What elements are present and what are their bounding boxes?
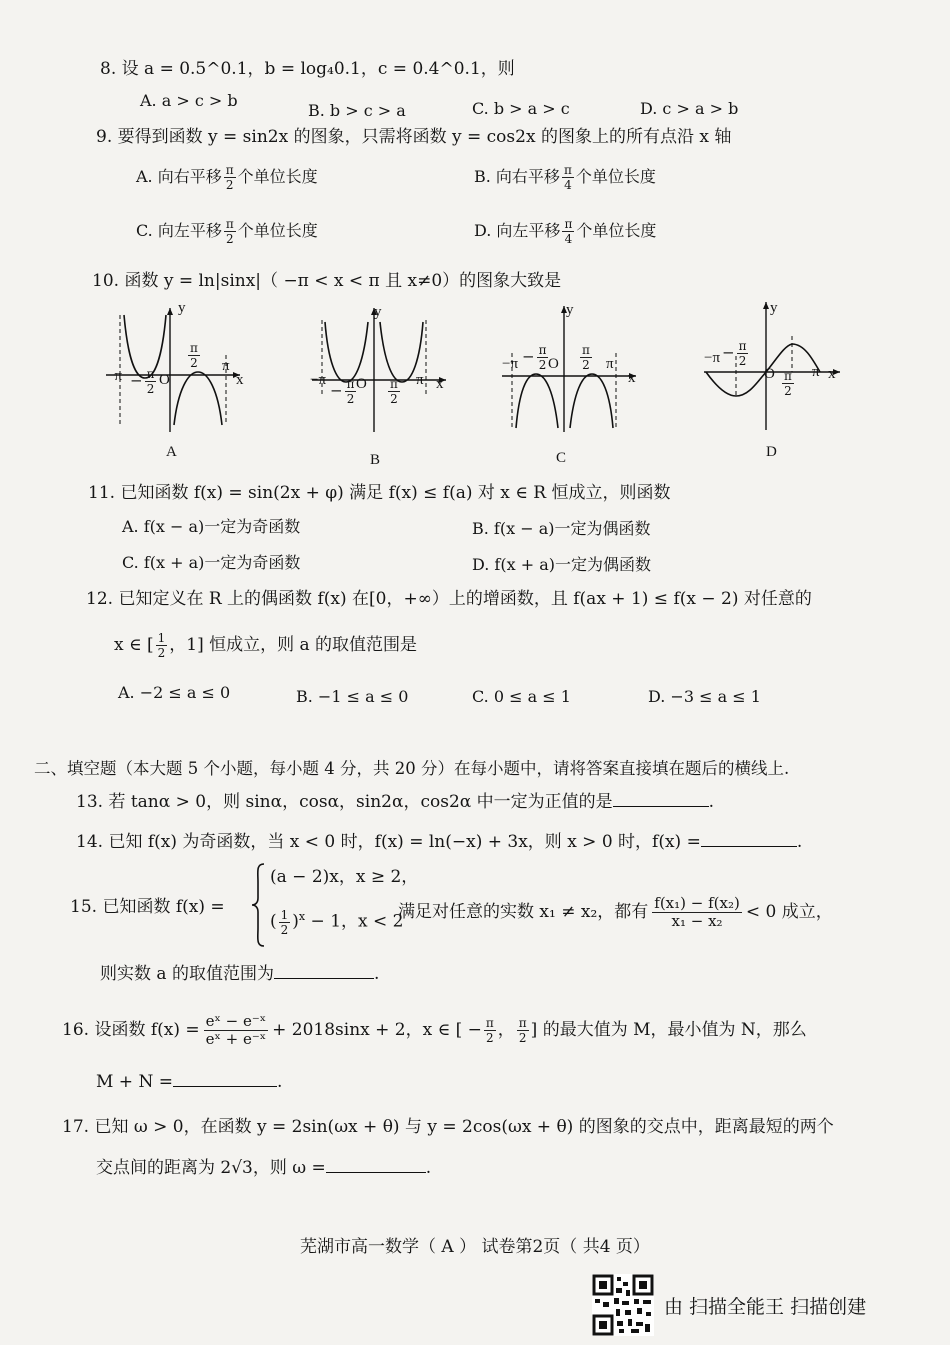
q8-option-a[interactable]: A. a > c > b	[140, 91, 238, 110]
q15-paren-close: )	[292, 911, 299, 932]
q9-a-fraction	[224, 164, 236, 191]
q14-stem: 14. 已知 f(x) 为奇函数，当 x < 0 时，f(x) = ln(−x) + 3x，则 x > 0 时，f(x) =	[76, 832, 701, 852]
frac-den: 2	[225, 178, 234, 192]
graph-b-origin: O	[356, 376, 367, 392]
qr-code-icon	[592, 1274, 654, 1336]
q11-stem: 11. 已知函数 f(x) = sin(2x + φ) 满足 f(x) ≤ f(a) 对 x ∈ R 恒成立，则函数	[88, 483, 671, 503]
graph-d-pi: π	[812, 364, 820, 380]
q16-lower-bound	[484, 1017, 496, 1044]
graph-a-pi: π	[222, 358, 230, 374]
q15-case-2	[270, 906, 403, 936]
q15-line-2-text: 则实数 a 的取值范围为	[100, 964, 274, 984]
frac-den: 2	[190, 356, 198, 370]
q11-option-b[interactable]: B. f(x − a)一定为偶函数	[472, 519, 651, 538]
frac-num: π	[146, 367, 155, 381]
graph-b-neg-half-pi	[330, 378, 358, 405]
frac-num: 1	[157, 631, 166, 645]
minus: −	[722, 343, 735, 362]
frac-num: π	[582, 343, 590, 357]
q17-stem: 17. 已知 ω > 0，在函数 y = 2sin(ωx + θ) 与 y = 2cos(ωx + θ) 的图象的交点中，距离最短的两个	[62, 1117, 834, 1137]
graph-c-half-pi	[578, 344, 594, 371]
frac-den: 4	[564, 178, 572, 192]
q15-lead: 15. 已知函数 f(x) =	[70, 897, 225, 917]
q9-b-label: B. 向右平移	[474, 167, 560, 186]
q9-d-label: D. 向左平移	[474, 221, 561, 240]
frac-den: 2	[738, 354, 747, 368]
q15-brace	[250, 862, 266, 948]
q9-a-label: A. 向右平移	[136, 167, 222, 186]
minus: −	[522, 347, 535, 366]
q16-fraction	[204, 1014, 269, 1047]
frac-den: x₁ − x₂	[671, 912, 723, 930]
q16-line-2: M + N = .	[96, 1072, 283, 1092]
graph-d-y-label: y	[770, 300, 778, 316]
q11-option-a[interactable]: A. f(x − a)一定为奇函数	[122, 517, 301, 536]
frac-num: f(x₁) − f(x₂)	[654, 894, 740, 912]
graph-a-curve-right	[174, 372, 222, 425]
graph-c-x-label: x	[628, 370, 636, 386]
q9-option-c[interactable]	[136, 218, 318, 245]
frac-num: π	[225, 217, 234, 231]
q17-line-2: 交点间的距离为 2√3，则 ω = .	[96, 1158, 432, 1178]
q9-option-d[interactable]	[474, 218, 656, 245]
q15-case-1: (a − 2)x，x ≥ 2，	[270, 867, 419, 887]
graph-d-half-pi	[780, 370, 796, 397]
graph-b-y-label: y	[374, 304, 382, 320]
q9-c-fraction	[224, 218, 236, 245]
graph-c-pi: π	[606, 356, 614, 372]
graph-d-choice[interactable]: D	[766, 444, 777, 460]
graph-b-curve-left	[325, 322, 368, 382]
q12-option-c[interactable]: C. 0 ≤ a ≤ 1	[472, 687, 571, 706]
q12-option-a[interactable]: A. −2 ≤ a ≤ 0	[118, 683, 231, 702]
graph-b-pi: π	[416, 372, 424, 388]
frac-den: 2	[518, 1031, 527, 1045]
q16-upper-bound	[517, 1017, 529, 1044]
graph-a-half-pi	[186, 342, 202, 369]
q16-line-2-text: M + N =	[96, 1072, 173, 1092]
q13-answer-blank[interactable]	[613, 790, 709, 807]
frac-num: π	[225, 163, 234, 177]
q15-paren-open: (	[270, 911, 277, 932]
frac-den: 2	[157, 646, 166, 660]
q12-fraction	[156, 632, 168, 659]
q15-condition	[398, 896, 833, 929]
graph-a-y-label: y	[178, 300, 186, 316]
graph-d-x-label: x	[828, 366, 836, 382]
frac-den: 2	[346, 392, 355, 406]
q9-c-label: C. 向左平移	[136, 221, 222, 240]
frac-num: π	[485, 1016, 494, 1030]
graph-a-neg-pi: −π	[106, 368, 123, 384]
graph-b-x-label: x	[436, 376, 444, 392]
q15-line-2: 则实数 a 的取值范围为 .	[100, 964, 380, 984]
frac-den: 2	[280, 922, 289, 937]
q8-option-d[interactable]: D. c > a > b	[640, 99, 739, 118]
q16-lead: 16. 设函数 f(x) =	[62, 1020, 200, 1040]
graph-b-half-pi	[386, 378, 402, 405]
frac-den: 2	[538, 358, 547, 372]
q15-tail-text: < 0 成立，	[745, 902, 833, 922]
scanner-watermark: 由 扫描全能王 扫描创建	[664, 1296, 867, 1318]
graph-a-x-label: x	[236, 372, 244, 388]
graph-d-neg-half-pi	[722, 340, 750, 367]
q15-exponent: x	[298, 910, 306, 923]
q16-answer-blank[interactable]	[173, 1070, 277, 1087]
q14: 14. 已知 f(x) 为奇函数，当 x < 0 时，f(x) = ln(−x) + 3x，则 x > 0 时，f(x) = .	[76, 832, 803, 852]
q12-condition-start: x ∈ [	[114, 635, 154, 655]
frac-num: π	[346, 377, 355, 391]
q15-difference-quotient	[652, 896, 742, 929]
q9-b-unit: 个单位长度	[575, 167, 656, 186]
q15-mid-text: 满足对任意的实数 x₁ ≠ x₂，都有	[398, 902, 649, 922]
frac-den: 2	[146, 382, 155, 396]
graph-c-curve-right	[570, 374, 613, 428]
q8-option-c[interactable]: C. b > a > c	[472, 99, 570, 118]
q9-option-b[interactable]	[474, 164, 656, 191]
q17-answer-blank[interactable]	[326, 1156, 426, 1173]
minus: −	[330, 381, 343, 400]
q12-condition-end: ，1] 恒成立，则 a 的取值范围是	[169, 635, 418, 655]
frac-num: π	[738, 339, 747, 353]
frac-den: 2	[390, 392, 398, 406]
frac-num: π	[564, 217, 573, 231]
graph-b	[306, 300, 456, 440]
graph-d-origin: O	[764, 366, 775, 382]
graph-a-neg-half-pi	[130, 368, 158, 395]
graph-c-neg-half-pi	[522, 344, 550, 371]
graph-a-origin: O	[159, 372, 170, 388]
q12-option-b[interactable]: B. −1 ≤ a ≤ 0	[296, 687, 409, 706]
frac-den: 2	[225, 232, 234, 246]
graph-c-neg-pi: −π	[502, 356, 519, 372]
q8-option-b[interactable]: B. b > c > a	[308, 101, 406, 120]
frac-num: π	[390, 377, 398, 391]
graph-a-choice[interactable]: A	[166, 444, 177, 460]
q9-d-fraction	[562, 218, 574, 245]
q9-b-fraction	[562, 164, 574, 191]
frac-num: π	[538, 343, 547, 357]
page-footer: 芜湖市高一数学（ A ） 试卷第2页（ 共4 页）	[300, 1237, 650, 1257]
frac-num: π	[784, 369, 792, 383]
frac-num: eˣ − e⁻ˣ	[205, 1012, 267, 1030]
q11-option-d[interactable]: D. f(x + a)一定为偶函数	[472, 555, 651, 574]
q15-base-fraction	[279, 909, 291, 936]
graph-d-neg-pi: −π	[704, 350, 721, 366]
q9-d-unit: 个单位长度	[576, 221, 657, 240]
q10-stem: 10. 函数 y = ln|sinx|（ −π < x < π 且 x≠0）的图象大致是	[92, 271, 562, 291]
frac-num: 1	[280, 907, 289, 922]
frac-num: π	[563, 163, 572, 177]
q9-c-unit: 个单位长度	[237, 221, 318, 240]
graph-b-neg-pi: −π	[310, 372, 327, 388]
frac-num: π	[190, 341, 198, 355]
q15-case-2-rest: − 1，x < 2	[305, 911, 404, 932]
section-2-heading: 二、填空题（本大题 5 个小题，每小题 4 分，共 20 分）在每小题中，请将答案直接填在题后的横线上.	[34, 759, 790, 778]
q16-tail: ] 的最大值为 M，最小值为 N，那么	[530, 1020, 807, 1040]
frac-den: 4	[564, 232, 573, 246]
q17-line-2-text: 交点间的距离为 2√3，则 ω =	[96, 1158, 326, 1178]
frac-den: 2	[784, 384, 792, 398]
q15-answer-blank[interactable]	[274, 962, 374, 979]
q8-stem: 8. 设 a = 0.5^0.1，b = log₄0.1，c = 0.4^0.1，则	[100, 59, 515, 79]
minus: −	[130, 371, 143, 390]
q12-option-d[interactable]: D. −3 ≤ a ≤ 1	[648, 687, 761, 706]
frac-den: eˣ + e⁻ˣ	[205, 1030, 267, 1048]
graph-c-curve-left	[516, 374, 558, 428]
q9-stem: 9. 要得到函数 y = sin2x 的图象，只需将函数 y = cos2x 的图象上的所有点沿 x 轴	[96, 127, 732, 147]
q9-option-a[interactable]	[136, 164, 318, 191]
graph-b-choice[interactable]: B	[370, 452, 381, 468]
graph-c-y-label: y	[566, 302, 574, 318]
frac-num: π	[518, 1016, 527, 1030]
graph-c-choice[interactable]: C	[556, 450, 567, 466]
graph-c-origin: O	[548, 356, 559, 372]
frac-den: 2	[486, 1031, 494, 1045]
q16-stem	[62, 1014, 807, 1047]
q12-condition	[114, 632, 417, 659]
q14-answer-blank[interactable]	[701, 830, 797, 847]
q12-stem: 12. 已知定义在 R 上的偶函数 f(x) 在[0，+∞）上的增函数，且 f(ax + 1) ≤ f(x − 2) 对任意的	[86, 589, 812, 609]
frac-den: 2	[582, 358, 590, 372]
q9-a-unit: 个单位长度	[237, 167, 318, 186]
q13-stem: 13. 若 tanα > 0，则 sinα，cosα，sin2α，cos2α 中一定为正值的是	[76, 792, 613, 812]
q16-sep: ，	[497, 1020, 515, 1040]
q16-mid: + 2018sinx + 2，x ∈ [ −	[272, 1020, 482, 1040]
graph-c	[496, 298, 646, 438]
q11-option-c[interactable]: C. f(x + a)一定为奇函数	[122, 553, 301, 572]
q13: 13. 若 tanα > 0，则 sinα，cosα，sin2α，cos2α 中一定为正值的是 .	[76, 792, 715, 812]
